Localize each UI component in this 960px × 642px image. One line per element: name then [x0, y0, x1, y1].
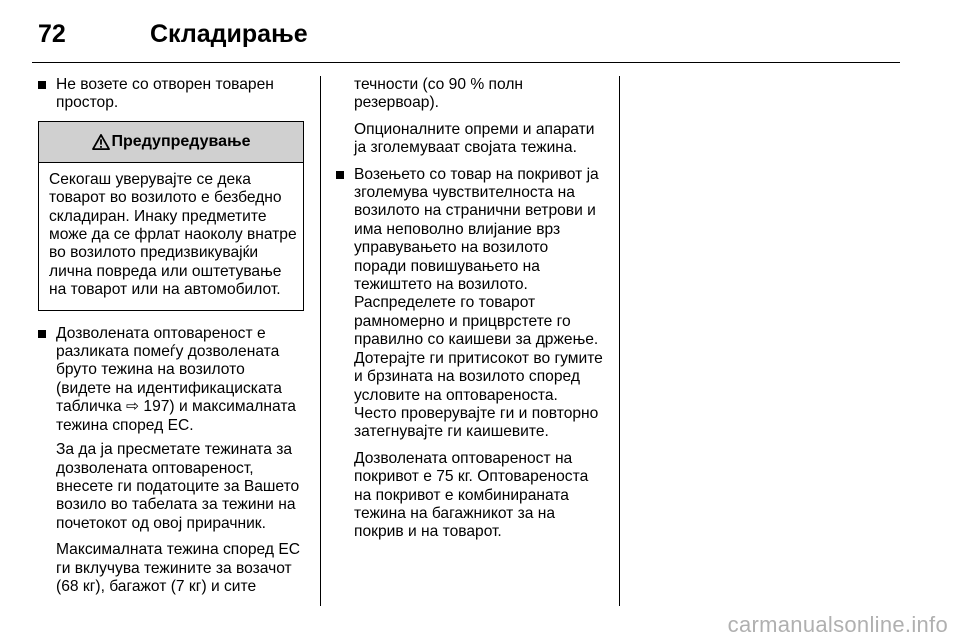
- bullet-item: [38, 76, 304, 113]
- paragraph: За да ја пресметате тежината за дозволената оптовареност, внесете ги податоците за Вашето возило во табелата за тежини на почетокот од овој прирачник.: [56, 441, 300, 532]
- chapter-title: Складирање: [150, 20, 308, 48]
- header-rule: [32, 62, 900, 63]
- page-header: [32, 16, 928, 56]
- warning-body: Секогаш уверувајте се дека товарот во возилото е безбедно складиран. Инаку предметите може да се фрлат наоколу внатре во возилото предизвикувајќи лична повреда или оштетување на товарот или на автомобилот.: [49, 170, 297, 299]
- bullet-item: [38, 325, 304, 435]
- paragraph: Опционалните опреми и апарати ја зголемуваат својата тежина.: [354, 120, 595, 157]
- paragraph: Дозволената оптовареност на покривот е 75 кг. Оптовареноста на покривот е комбинираната тежина на багажникот за на покрив и на товарот.: [354, 449, 589, 541]
- bullet-text: Дозволената оптовареност е разликата помеѓу дозволената бруто тежина на возилото (видете на идентификациската табличка: [56, 324, 282, 416]
- page-number: 72: [38, 20, 66, 48]
- watermark: carmanualsonline.info: [727, 612, 948, 637]
- warning-box: [38, 121, 304, 311]
- bullet-text: Не возете со отворен товарен простор.: [56, 76, 274, 112]
- bullet-item: [336, 166, 604, 442]
- column-divider: [619, 76, 620, 606]
- page-reference-arrow-icon[interactable]: ⇨: [126, 398, 140, 416]
- warning-triangle-icon: [92, 134, 110, 150]
- bullet-square-icon: [336, 171, 344, 179]
- bullet-text-cont: 197) и максималната тежина според ЕС.: [56, 398, 296, 434]
- warning-header: [39, 122, 303, 163]
- bullet-text: Возењето со товар на покривот ја зголемува чувствителноста на возилото на странични ветрови и има неповолно влијание врз управувањето на возилото поради повишувањето на тежиштето на возилото. Распределете го товарот рамномерно и прицврстете го правилно со каишеви за држење. Дотерајте ги притисокот во гумите и брзината на возилото според условите на оптовареноста. Често проверувајте ги и повторно затегнувајте ги каишевите.: [354, 165, 603, 441]
- column-left: [38, 76, 304, 604]
- bullet-square-icon: [38, 330, 46, 338]
- paragraph: течности (со 90 % полн резервоар).: [354, 76, 524, 112]
- bullet-square-icon: [38, 81, 46, 89]
- warning-title: Предупредување: [111, 132, 251, 150]
- column-divider: [320, 76, 321, 606]
- column-right: [336, 76, 604, 550]
- paragraph: Максималната тежина според ЕС ги вклучува тежините за возачот (68 кг), багажот (7 кг) и сите: [56, 541, 300, 595]
